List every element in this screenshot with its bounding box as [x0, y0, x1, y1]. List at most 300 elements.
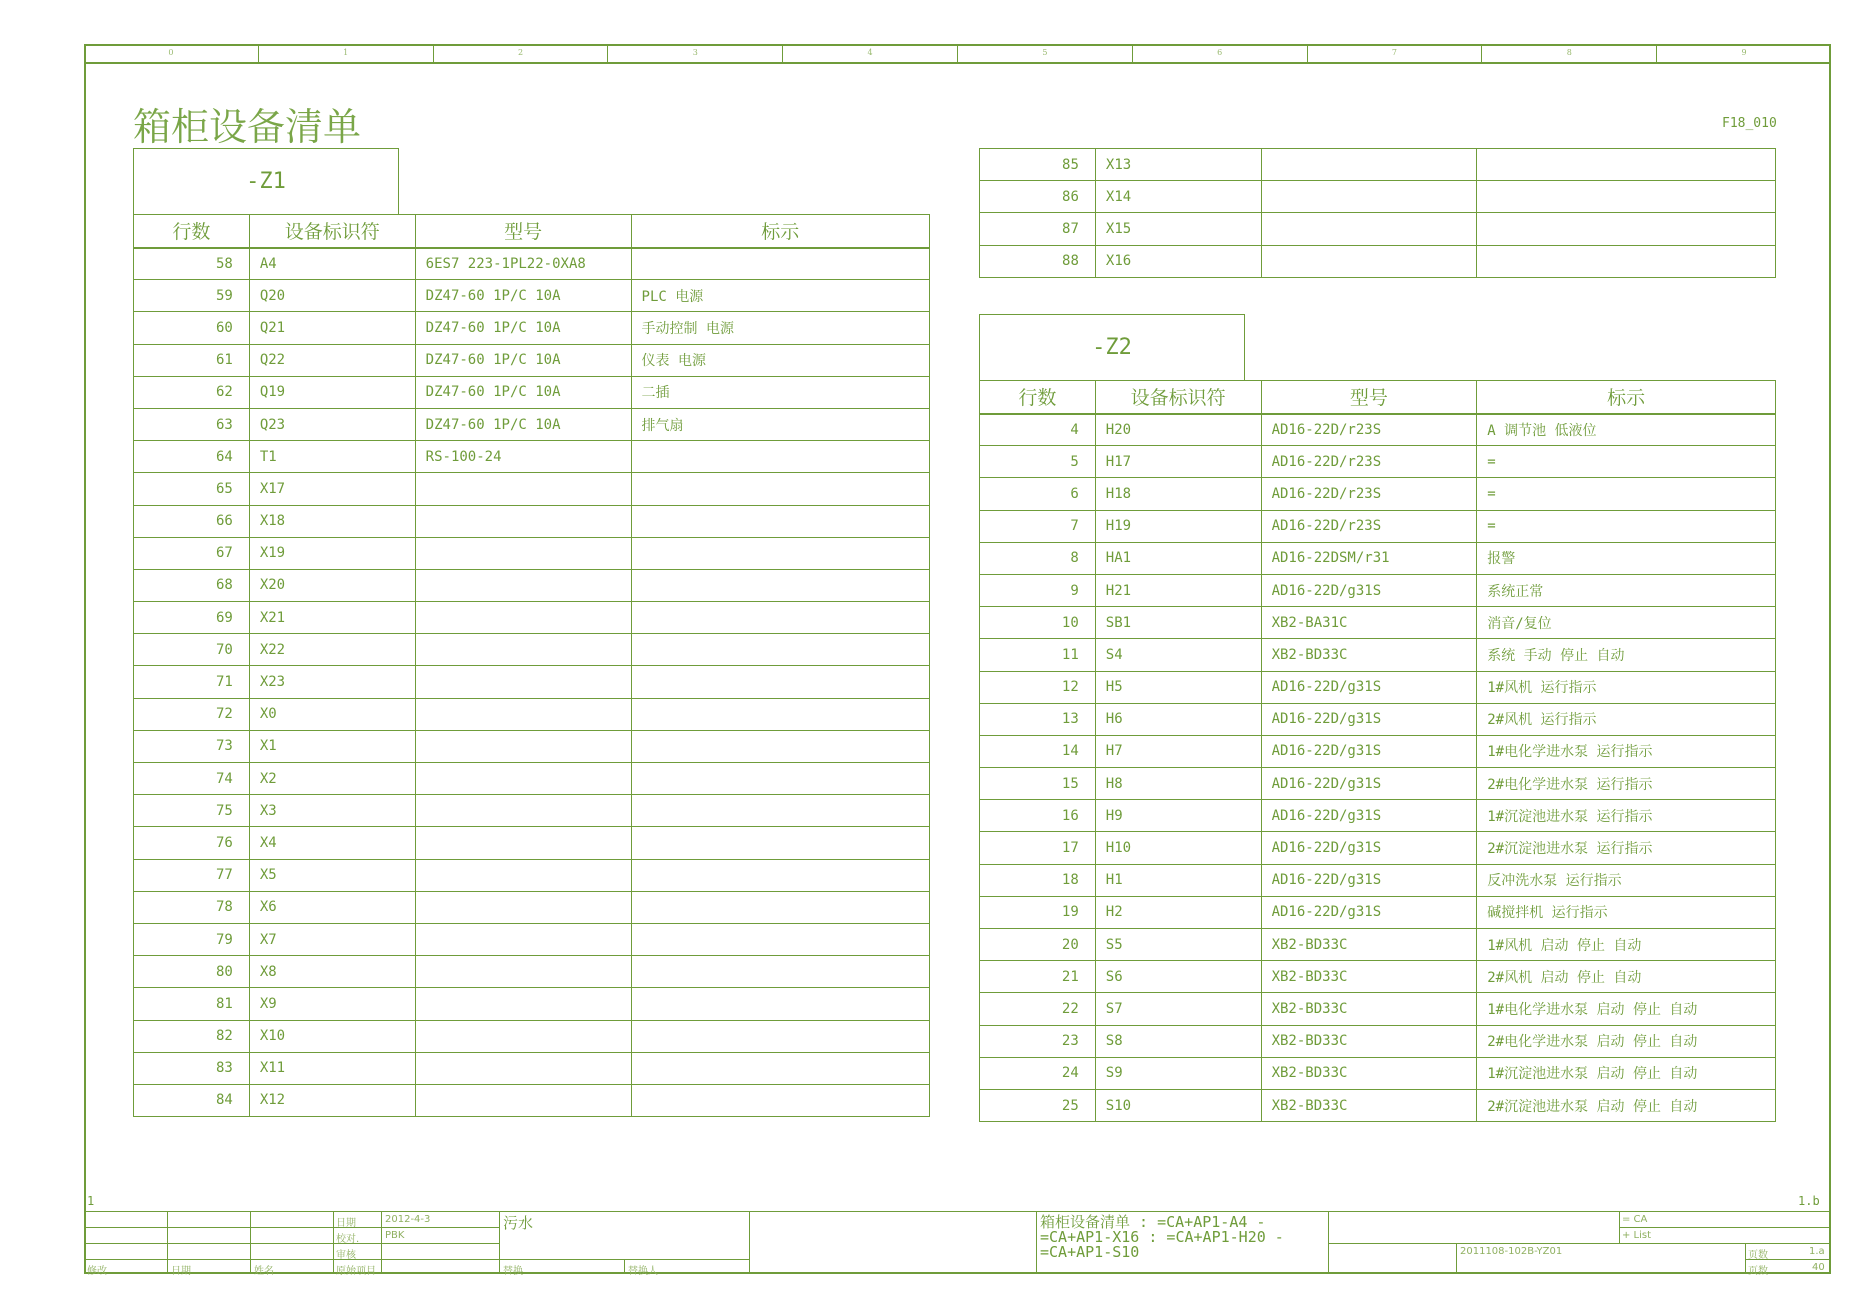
table-row — [134, 280, 930, 312]
table-row — [134, 730, 930, 762]
designation-cell: 2#沉淀池进水泵 启动 停止 自动 — [1477, 1089, 1776, 1121]
device-id-cell: H9 — [1095, 800, 1261, 832]
designation-cell — [631, 537, 929, 569]
designation-cell: PLC 电源 — [631, 280, 929, 312]
row-number-cell: 18 — [980, 864, 1096, 896]
row-number-cell: 10 — [980, 607, 1096, 639]
ruler-cell: 7 — [1308, 44, 1483, 62]
designation-cell — [631, 763, 929, 795]
model-cell: AD16-22D/g31S — [1261, 896, 1477, 928]
table-row — [980, 832, 1776, 864]
table-row — [980, 1089, 1776, 1121]
table-row — [980, 414, 1776, 446]
device-id-cell: H10 — [1095, 832, 1261, 864]
row-number-cell: 87 — [980, 213, 1096, 245]
table-row — [134, 248, 930, 280]
row-number-cell: 88 — [980, 245, 1096, 277]
designation-cell: = — [1477, 510, 1776, 542]
device-id-cell: X17 — [249, 473, 415, 505]
designation-cell: 系统 手动 停止 自动 — [1477, 639, 1776, 671]
device-id-cell: X4 — [249, 827, 415, 859]
row-number-cell: 85 — [980, 149, 1096, 181]
device-id-cell: H1 — [1095, 864, 1261, 896]
row-number-cell: 6 — [980, 478, 1096, 510]
designation-cell: = — [1477, 478, 1776, 510]
designation-cell — [631, 988, 929, 1020]
mod-label: 修改 — [87, 1266, 107, 1277]
z2-label: -Z2 — [1092, 335, 1132, 360]
table-row — [980, 639, 1776, 671]
row-number-cell: 13 — [980, 703, 1096, 735]
designation-cell — [631, 1052, 929, 1084]
row-number-cell: 21 — [980, 961, 1096, 993]
designation-cell — [1477, 181, 1776, 213]
model-cell — [415, 891, 631, 923]
project-name: 污水 — [503, 1214, 534, 1232]
table-row — [134, 1020, 930, 1052]
model-cell — [1261, 213, 1477, 245]
device-id-cell: Q19 — [249, 376, 415, 408]
table-header-row — [980, 381, 1776, 414]
model-cell — [415, 1020, 631, 1052]
designation-cell — [1477, 149, 1776, 181]
row-number-cell: 66 — [134, 505, 250, 537]
designation-cell — [1477, 213, 1776, 245]
device-id-cell: H18 — [1095, 478, 1261, 510]
row-number-cell: 23 — [980, 1025, 1096, 1057]
model-cell: AD16-22D/r23S — [1261, 478, 1477, 510]
row-number-cell: 60 — [134, 312, 250, 344]
designation-cell: 报警 — [1477, 542, 1776, 574]
table-row — [980, 181, 1776, 213]
device-id-cell: A4 — [249, 248, 415, 280]
device-id-cell: S7 — [1095, 993, 1261, 1025]
model-cell: AD16-22D/g31S — [1261, 832, 1477, 864]
table-row — [980, 735, 1776, 767]
designation-cell — [631, 923, 929, 955]
designation-cell: 2#风机 启动 停止 自动 — [1477, 961, 1776, 993]
ruler-cell: 1 — [259, 44, 434, 62]
column-header: 型号 — [415, 215, 631, 248]
designation-cell — [631, 730, 929, 762]
row-number-cell: 63 — [134, 408, 250, 440]
table-row — [980, 800, 1776, 832]
row-number-cell: 59 — [134, 280, 250, 312]
total-pages-label: 页数 — [1748, 1266, 1768, 1277]
row-number-cell: 12 — [980, 671, 1096, 703]
model-cell — [415, 1084, 631, 1116]
check-value: PBK — [385, 1230, 405, 1241]
row-number-cell: 17 — [980, 832, 1096, 864]
table-row — [134, 376, 930, 408]
device-id-cell: SB1 — [1095, 607, 1261, 639]
device-id-cell: HA1 — [1095, 542, 1261, 574]
device-id-cell: X0 — [249, 698, 415, 730]
model-cell: AD16-22D/g31S — [1261, 574, 1477, 606]
page-title: 箱柜设备清单 — [133, 105, 362, 149]
designation-cell — [631, 248, 929, 280]
model-cell: AD16-22D/r23S — [1261, 414, 1477, 446]
designation-cell: 1#电化学进水泵 运行指示 — [1477, 735, 1776, 767]
device-id-cell: X16 — [1095, 245, 1261, 277]
row-number-cell: 16 — [980, 800, 1096, 832]
designation-cell: 仪表 电源 — [631, 344, 929, 376]
designation-cell: 消音/复位 — [1477, 607, 1776, 639]
designation-cell — [631, 666, 929, 698]
table-row — [134, 827, 930, 859]
device-id-cell: H19 — [1095, 510, 1261, 542]
device-id-cell: X14 — [1095, 181, 1261, 213]
table-row — [134, 473, 930, 505]
designation-cell — [631, 891, 929, 923]
device-id-cell: X3 — [249, 795, 415, 827]
model-cell — [415, 634, 631, 666]
table-row — [980, 768, 1776, 800]
designation-cell — [631, 956, 929, 988]
table-row — [134, 441, 930, 473]
model-cell — [415, 795, 631, 827]
device-id-cell: X6 — [249, 891, 415, 923]
table-row — [134, 988, 930, 1020]
description-line-3: =CA+AP1-S10 — [1040, 1243, 1140, 1261]
model-cell: AD16-22DSM/r31 — [1261, 542, 1477, 574]
ruler-cell: 2 — [434, 44, 609, 62]
device-id-cell: X1 — [249, 730, 415, 762]
table-row — [134, 569, 930, 601]
column-header: 设备标识符 — [249, 215, 415, 248]
model-cell: AD16-22D/g31S — [1261, 864, 1477, 896]
designation-cell: 1#沉淀池进水泵 运行指示 — [1477, 800, 1776, 832]
row-number-cell: 64 — [134, 441, 250, 473]
model-cell: XB2-BD33C — [1261, 1025, 1477, 1057]
row-number-cell: 9 — [980, 574, 1096, 606]
device-id-cell: X10 — [249, 1020, 415, 1052]
designation-cell: 排气扇 — [631, 408, 929, 440]
table-row — [980, 1025, 1776, 1057]
table-row — [980, 993, 1776, 1025]
row-number-cell: 19 — [980, 896, 1096, 928]
model-cell: AD16-22D/g31S — [1261, 800, 1477, 832]
name-label: 姓名 — [254, 1266, 274, 1277]
table-row — [980, 864, 1776, 896]
row-number-cell: 86 — [980, 181, 1096, 213]
model-cell: AD16-22D/g31S — [1261, 703, 1477, 735]
page-label: 页数 — [1748, 1250, 1768, 1261]
origin-label: 原始项目 — [336, 1266, 376, 1277]
designation-cell: 碱搅拌机 运行指示 — [1477, 896, 1776, 928]
table-row — [134, 344, 930, 376]
device-id-cell: S6 — [1095, 961, 1261, 993]
row-number-cell: 4 — [980, 414, 1096, 446]
designation-cell: 系统正常 — [1477, 574, 1776, 606]
table-row — [980, 1057, 1776, 1089]
ruler-cell: 3 — [608, 44, 783, 62]
device-id-cell: X22 — [249, 634, 415, 666]
table-row — [134, 763, 930, 795]
mod-date-label: 日期 — [171, 1266, 191, 1277]
ruler-cell: 6 — [1133, 44, 1308, 62]
table-row — [134, 891, 930, 923]
table-row — [134, 795, 930, 827]
device-id-cell: X18 — [249, 505, 415, 537]
designation-cell — [631, 1084, 929, 1116]
ruler-cell: 0 — [84, 44, 259, 62]
row-number-cell: 11 — [980, 639, 1096, 671]
device-id-cell: H21 — [1095, 574, 1261, 606]
device-id-cell: X19 — [249, 537, 415, 569]
table-row — [134, 634, 930, 666]
designation-cell: A 调节池 低液位 — [1477, 414, 1776, 446]
table-row — [980, 929, 1776, 961]
model-cell: DZ47-60 1P/C 10A — [415, 312, 631, 344]
table-row — [980, 446, 1776, 478]
model-cell — [415, 473, 631, 505]
table-row — [134, 1084, 930, 1116]
table-row — [134, 698, 930, 730]
ruler-cell: 5 — [958, 44, 1133, 62]
model-cell — [415, 988, 631, 1020]
table-row — [980, 671, 1776, 703]
designation-cell — [631, 1020, 929, 1052]
device-id-cell: H5 — [1095, 671, 1261, 703]
device-id-cell: X8 — [249, 956, 415, 988]
device-id-cell: Q23 — [249, 408, 415, 440]
model-cell: XB2-BD33C — [1261, 929, 1477, 961]
description-line-1: 箱柜设备清单 : =CA+AP1-A4 - — [1040, 1213, 1266, 1231]
column-header: 行数 — [134, 215, 250, 248]
model-cell: XB2-BD33C — [1261, 993, 1477, 1025]
model-cell — [415, 956, 631, 988]
designation-cell: 1#电化学进水泵 启动 停止 自动 — [1477, 993, 1776, 1025]
row-number-cell: 68 — [134, 569, 250, 601]
model-cell — [415, 827, 631, 859]
designation-cell: 2#电化学进水泵 运行指示 — [1477, 768, 1776, 800]
device-id-cell: X2 — [249, 763, 415, 795]
table-row — [134, 1052, 930, 1084]
device-id-cell: Q22 — [249, 344, 415, 376]
model-cell — [1261, 149, 1477, 181]
row-number-cell: 22 — [980, 993, 1096, 1025]
designation-cell — [631, 827, 929, 859]
ruler-cell: 9 — [1741, 48, 1747, 57]
table-row — [980, 961, 1776, 993]
table-row — [980, 607, 1776, 639]
row-number-cell: 73 — [134, 730, 250, 762]
row-number-cell: 58 — [134, 248, 250, 280]
model-cell: DZ47-60 1P/C 10A — [415, 408, 631, 440]
model-cell: AD16-22D/r23S — [1261, 446, 1477, 478]
review-label: 审核 — [336, 1250, 356, 1261]
device-id-cell: X21 — [249, 602, 415, 634]
device-id-cell: X13 — [1095, 149, 1261, 181]
ruler-cell: 4 — [783, 44, 958, 62]
designation-cell: 1#沉淀池进水泵 启动 停止 自动 — [1477, 1057, 1776, 1089]
sheet-left-number: 1 — [87, 1194, 95, 1208]
model-cell — [415, 730, 631, 762]
total-pages-value: 40 — [1812, 1262, 1825, 1273]
device-id-cell: H20 — [1095, 414, 1261, 446]
table-row — [134, 312, 930, 344]
row-number-cell: 72 — [134, 698, 250, 730]
row-number-cell: 79 — [134, 923, 250, 955]
row-number-cell: 25 — [980, 1089, 1096, 1121]
description-line-2: =CA+AP1-X16 : =CA+AP1-H20 - — [1040, 1228, 1284, 1246]
model-cell — [415, 763, 631, 795]
device-id-cell: H2 — [1095, 896, 1261, 928]
row-number-cell: 71 — [134, 666, 250, 698]
device-id-cell: X20 — [249, 569, 415, 601]
z2-label-box — [979, 314, 1245, 380]
table-row — [980, 542, 1776, 574]
row-number-cell: 70 — [134, 634, 250, 666]
table-row — [980, 213, 1776, 245]
column-ruler — [84, 44, 1831, 64]
model-cell: AD16-22D/g31S — [1261, 735, 1477, 767]
z1-table — [133, 214, 930, 1117]
title-block — [84, 1211, 1831, 1277]
device-id-cell: H7 — [1095, 735, 1261, 767]
designation-cell — [631, 505, 929, 537]
page-value: 1.a — [1809, 1246, 1825, 1257]
row-number-cell: 67 — [134, 537, 250, 569]
model-cell: XB2-BD33C — [1261, 1057, 1477, 1089]
table-row — [134, 666, 930, 698]
model-cell — [415, 666, 631, 698]
model-cell: AD16-22D/r23S — [1261, 510, 1477, 542]
row-number-cell: 84 — [134, 1084, 250, 1116]
designation-cell: 2#沉淀池进水泵 运行指示 — [1477, 832, 1776, 864]
row-number-cell: 62 — [134, 376, 250, 408]
device-id-cell: H17 — [1095, 446, 1261, 478]
designation-cell: 1#风机 启动 停止 自动 — [1477, 929, 1776, 961]
designation-cell — [631, 602, 929, 634]
row-number-cell: 77 — [134, 859, 250, 891]
model-cell: XB2-BD33C — [1261, 961, 1477, 993]
row-number-cell: 7 — [980, 510, 1096, 542]
z1-label-box — [133, 148, 399, 214]
device-id-cell: X5 — [249, 859, 415, 891]
device-id-cell: S9 — [1095, 1057, 1261, 1089]
replace-label: 替换 — [503, 1266, 523, 1277]
row-number-cell: 83 — [134, 1052, 250, 1084]
table-row — [980, 574, 1776, 606]
column-header: 设备标识符 — [1095, 381, 1261, 414]
designation-cell: 二插 — [631, 376, 929, 408]
row-number-cell: 75 — [134, 795, 250, 827]
page-code: F18_010 — [1722, 116, 1777, 131]
model-cell: XB2-BA31C — [1261, 607, 1477, 639]
device-id-cell: X7 — [249, 923, 415, 955]
table-row — [134, 859, 930, 891]
row-number-cell: 65 — [134, 473, 250, 505]
designation-cell — [631, 569, 929, 601]
sheet-right-number: 1.b — [1798, 1194, 1820, 1208]
row-number-cell: 24 — [980, 1057, 1096, 1089]
table-row — [134, 923, 930, 955]
designation-cell — [631, 795, 929, 827]
device-id-cell: S5 — [1095, 929, 1261, 961]
device-id-cell: H8 — [1095, 768, 1261, 800]
model-cell: DZ47-60 1P/C 10A — [415, 280, 631, 312]
row-number-cell: 80 — [134, 956, 250, 988]
designation-cell — [631, 634, 929, 666]
table-row — [980, 478, 1776, 510]
column-header: 型号 — [1261, 381, 1477, 414]
table-row — [980, 896, 1776, 928]
device-id-cell: X12 — [249, 1084, 415, 1116]
designation-cell: 2#电化学进水泵 启动 停止 自动 — [1477, 1025, 1776, 1057]
code-ca: = CA — [1622, 1214, 1648, 1225]
table-row — [134, 602, 930, 634]
code-list: + List — [1622, 1230, 1652, 1241]
row-number-cell: 15 — [980, 768, 1096, 800]
row-number-cell: 5 — [980, 446, 1096, 478]
designation-cell: 手动控制 电源 — [631, 312, 929, 344]
table-row — [134, 505, 930, 537]
row-number-cell: 69 — [134, 602, 250, 634]
replacer-label: 替换人 — [628, 1266, 658, 1277]
device-id-cell: S10 — [1095, 1089, 1261, 1121]
model-cell — [415, 859, 631, 891]
model-cell — [1261, 245, 1477, 277]
ruler-cell: 8 — [1482, 44, 1657, 62]
row-number-cell: 78 — [134, 891, 250, 923]
table-row — [980, 149, 1776, 181]
designation-cell — [631, 859, 929, 891]
device-id-cell: Q20 — [249, 280, 415, 312]
column-header: 标示 — [1477, 381, 1776, 414]
designation-cell: 2#风机 运行指示 — [1477, 703, 1776, 735]
table-header-row — [134, 215, 930, 248]
model-cell: DZ47-60 1P/C 10A — [415, 376, 631, 408]
model-cell — [415, 923, 631, 955]
z1-continued-table — [979, 148, 1776, 278]
model-cell — [415, 1052, 631, 1084]
model-cell: 6ES7 223-1PL22-0XA8 — [415, 248, 631, 280]
table-row — [980, 510, 1776, 542]
device-id-cell: X9 — [249, 988, 415, 1020]
date-label: 日期 — [336, 1218, 356, 1229]
model-cell: AD16-22D/g31S — [1261, 671, 1477, 703]
designation-cell — [1477, 245, 1776, 277]
drawing-number: 2011108-102B-YZ01 — [1460, 1246, 1563, 1257]
model-cell — [415, 569, 631, 601]
model-cell — [1261, 181, 1477, 213]
z1-label: -Z1 — [246, 169, 286, 194]
designation-cell — [631, 698, 929, 730]
device-id-cell: H6 — [1095, 703, 1261, 735]
column-header: 行数 — [980, 381, 1096, 414]
device-id-cell: S8 — [1095, 1025, 1261, 1057]
row-number-cell: 8 — [980, 542, 1096, 574]
table-row — [980, 245, 1776, 277]
row-number-cell: 14 — [980, 735, 1096, 767]
device-id-cell: S4 — [1095, 639, 1261, 671]
z2-table — [979, 380, 1776, 1122]
model-cell: RS-100-24 — [415, 441, 631, 473]
model-cell: XB2-BD33C — [1261, 639, 1477, 671]
designation-cell — [631, 473, 929, 505]
model-cell: AD16-22D/g31S — [1261, 768, 1477, 800]
row-number-cell: 61 — [134, 344, 250, 376]
table-row — [980, 703, 1776, 735]
device-id-cell: X23 — [249, 666, 415, 698]
device-id-cell: X11 — [249, 1052, 415, 1084]
model-cell — [415, 602, 631, 634]
device-id-cell: Q21 — [249, 312, 415, 344]
model-cell — [415, 505, 631, 537]
row-number-cell: 20 — [980, 929, 1096, 961]
